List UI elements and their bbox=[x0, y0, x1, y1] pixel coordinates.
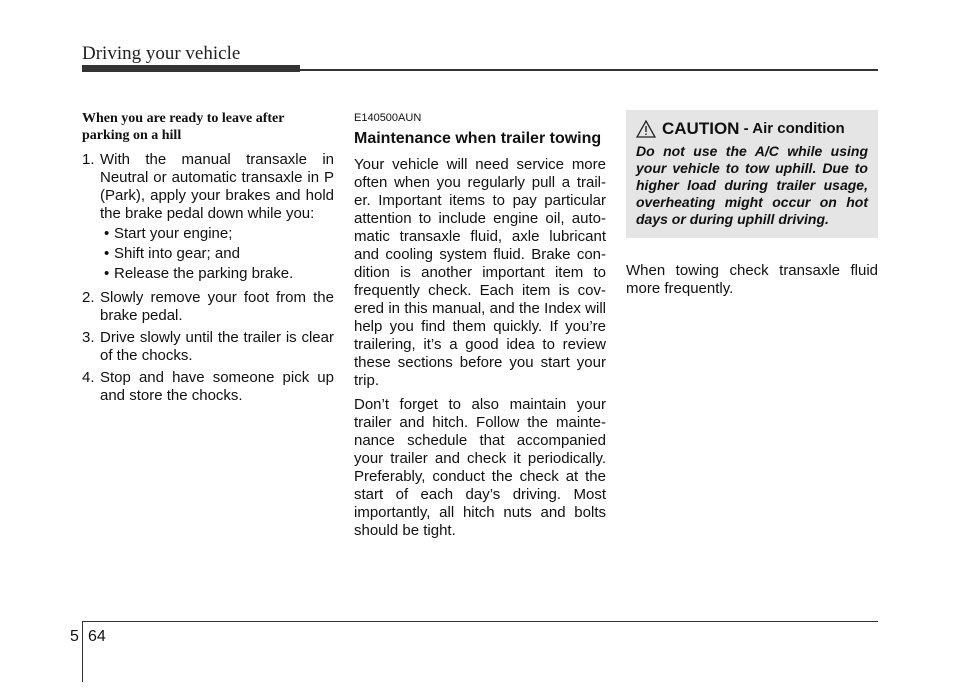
hill-steps-list bbox=[82, 151, 334, 405]
left-column bbox=[82, 110, 334, 409]
caution-subtitle: - Air condition bbox=[743, 120, 845, 137]
caution-header bbox=[636, 119, 868, 139]
step-text: Stop and have someone pick up and store the chocks. bbox=[100, 369, 334, 404]
bullet-item: • Start your engine; bbox=[104, 225, 233, 242]
step-text: With the manual transaxle in Neutral or automatic transaxle in P (Park), apply your brakes and hold the brake pedal down while you: bbox=[100, 151, 334, 222]
transaxle-paragraph: When towing check transaxle fluid more frequently. bbox=[626, 262, 878, 297]
step-item bbox=[82, 329, 334, 365]
step-text: Slowly remove your foot from the brake pedal. bbox=[100, 289, 334, 324]
step-text: Drive slowly until the trailer is clear of the chocks. bbox=[100, 329, 334, 364]
footer-rule bbox=[82, 621, 878, 622]
right-column bbox=[626, 110, 878, 304]
caution-title: CAUTION bbox=[662, 119, 740, 138]
maintenance-paragraph: Don’t forget to also maintain your trailer and hitch. Follow the mainte-nance schedule that accompanied your trailer and check it periodically. Preferably, conduct the check at the start of each day’s driving. Most importantly, all hitch nuts and bolts should be tight. bbox=[354, 396, 606, 539]
step-item bbox=[82, 289, 334, 325]
bullet-item: • Shift into gear; and bbox=[104, 245, 240, 262]
hill-subheading: When you are ready to leave after parking on a hill bbox=[82, 111, 285, 143]
step-number: 1. bbox=[82, 151, 95, 168]
caution-box bbox=[626, 110, 878, 238]
maintenance-paragraph: Your vehicle will need service more often when you regularly pull a trail-er. Important items to pay particular attention to include engine oil, auto-matic transaxle fluid, axle lubricant and cooling system fluid. Brake con-dition is another important item to frequently check. Each item is cov-ered in this manual, and the Index will help you find them quickly. If you’re trailering, it’s a good idea to review these sections before you start your trip. bbox=[354, 156, 606, 389]
step-number: 4. bbox=[82, 369, 95, 386]
step-item bbox=[82, 369, 334, 405]
footer-tick bbox=[82, 622, 83, 682]
section-title: Driving your vehicle bbox=[82, 43, 241, 64]
warning-triangle-icon bbox=[636, 120, 656, 138]
page-number: 64 bbox=[88, 628, 106, 645]
middle-column bbox=[354, 110, 606, 546]
header-rule-thick bbox=[82, 65, 300, 72]
bullet-item: • Release the parking brake. bbox=[104, 265, 294, 282]
step-number: 3. bbox=[82, 329, 95, 346]
chapter-number: 5 bbox=[70, 628, 79, 645]
header-rule-thin bbox=[300, 69, 878, 71]
step-item bbox=[82, 151, 334, 285]
caution-text: Do not use the A/C while using your vehicle to tow uphill. Due to higher load during trailer usage, overheating might occur on hot days or during uphill driving. bbox=[636, 143, 868, 227]
step-number: 2. bbox=[82, 289, 95, 306]
maintenance-heading: Maintenance when trailer towing bbox=[354, 130, 602, 147]
section-code: E140500AUN bbox=[354, 112, 422, 124]
step-bullets bbox=[104, 225, 334, 283]
